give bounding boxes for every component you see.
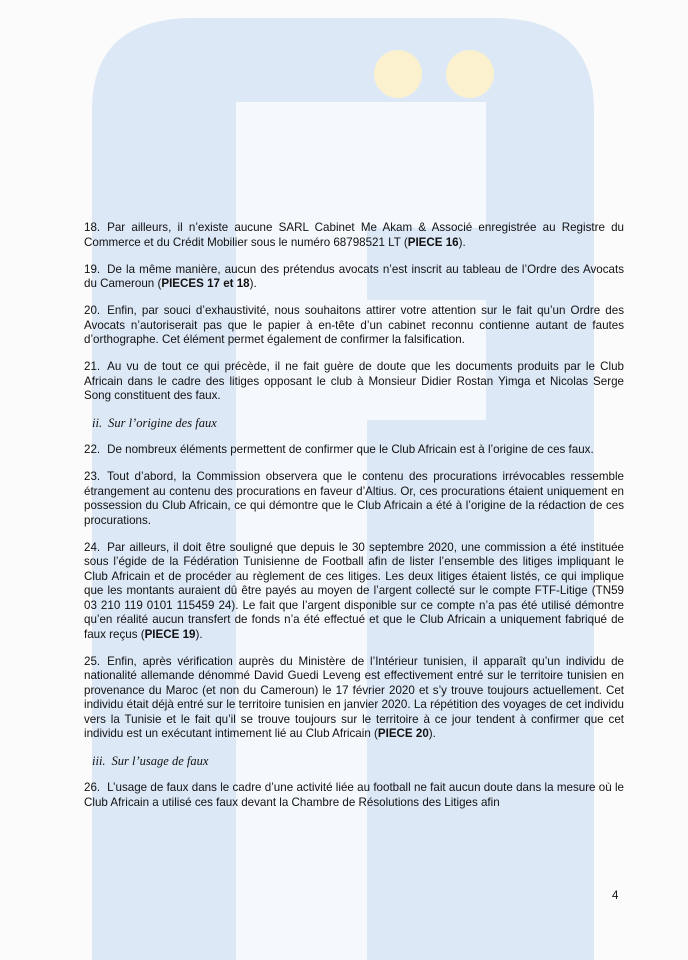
paragraph-20 [84, 304, 624, 348]
section-heading-text: Sur l’origine des faux [108, 416, 217, 430]
paragraph-number: 18. [84, 221, 101, 234]
paragraph-text: ). [195, 627, 203, 641]
exhibit-reference: PIECE 16 [407, 235, 459, 249]
paragraph-text: Par ailleurs, il n’existe aucune SARL Cabinet Me Akam & Associé enregistrée au Registre du Commerce et du Crédit Mobilier sous le numéro 68798521 LT ( [84, 221, 624, 249]
watermark-circle-right [446, 50, 494, 98]
paragraph-number: 19. [84, 262, 101, 276]
paragraph-number: 22. [84, 443, 101, 456]
watermark-circle-left [374, 50, 422, 98]
section-heading [84, 416, 624, 431]
exhibit-reference: PIECES 17 et 18 [161, 277, 250, 290]
paragraph-text: Enfin, après vérification auprès du Ministère de l’Intérieur tunisien, il apparaît qu’un individu de nationalité allemande dénommé David Guedi Leveng est effectivement entré sur le territoire tunisien en provenance du Maroc (et non du Cameroun) le 17 février 2020 et s’y trouve toujours actuellement. Cet individu était déjà entré sur le territoire tunisien en janvier 2020. La répétition des voyages de cet individu vers la Tunisie et le fait qu’il se trouve toujours sur le territoire à ce jour tendent à confirmer que cet individu est un exécutant intimement lié au Club Africain ( [84, 654, 624, 740]
paragraph-22 [84, 443, 624, 458]
document-body [84, 221, 624, 823]
paragraph-18 [84, 221, 624, 250]
paragraph-26 [84, 781, 624, 810]
paragraph-number: 24. [84, 540, 101, 554]
paragraph-number: 23. [84, 470, 101, 483]
paragraph-text: ). [458, 235, 466, 249]
paragraph-19 [84, 263, 624, 292]
paragraph-number: 20. [84, 304, 101, 317]
page-number: 4 [612, 890, 619, 902]
paragraph-text: De nombreux éléments permettent de confirmer que le Club Africain est à l’origine de ces faux. [107, 443, 594, 456]
paragraph-25 [84, 655, 624, 742]
paragraph-number: 21. [84, 360, 101, 373]
exhibit-reference: PIECE 20 [377, 727, 429, 740]
paragraph-text: Au vu de tout ce qui précède, il ne fait guère de doute que les documents produits par le Club Africain dans le cadre des litiges opposant le club à Monsieur Didier Rostan Yimga et Nicolas Serge Song constituent des faux. [84, 360, 624, 402]
paragraph-text: Par ailleurs, il doit être souligné que depuis le 30 septembre 2020, une commission a été instituée sous l’égide de la Fédération Tunisienne de Football afin de lister l’ensemble des litiges impliquant le Club Africain et de procéder au règlement de ces litiges. Les deux litiges étaient listés, ce qui implique que les montants auraient dû être payés au moyen de l’argent collecté sur le compte FTF-Litige (TN59 03 210 119 0101 115459 24). Le fait que l’argent disponible sur ce compte n’a pas été utilisé démontre qu’en réalité aucun transfert de fonds n’a été effectué et que le Club Africain a uniquement fabriqué de faux reçus ( [84, 540, 624, 641]
paragraph-text: ). [428, 727, 436, 740]
paragraph-number: 26. [84, 781, 101, 794]
paragraph-text: Tout d’abord, la Commission observera que le contenu des procurations irrévocables ressemble étrangement au contenu des procurations en faveur d’Altius. Or, ces procurations étaient uniquement en possession du Club Africain, ce qui démontre que le Club Africain a été à l’origine de la rédaction de ces procurations. [84, 470, 624, 527]
paragraph-23 [84, 470, 624, 528]
paragraph-text: De la même manière, aucun des prétendus avocats n’est inscrit au tableau de l’Ordre des Avocats du Cameroun ( [84, 262, 624, 290]
section-heading-number: iii. [92, 754, 106, 768]
paragraph-text: Enfin, par souci d’exhaustivité, nous souhaitons attirer votre attention sur le fait qu’un Ordre des Avocats n’autoriserait pas que le papier à en-tête d’un cabinet reconnu contienne autant de fautes d’orthographe. Cet élément permet également de confirmer la falsification. [84, 304, 624, 346]
paragraph-24 [84, 541, 624, 643]
paragraph-text: ). [249, 277, 257, 290]
section-heading [84, 754, 624, 769]
section-heading-number: ii. [92, 416, 103, 430]
paragraph-text: L’usage de faux dans le cadre d’une activité liée au football ne fait aucun doute dans la mesure où le Club Africain a utilisé ces faux devant la Chambre de Résolutions des Litiges afin [84, 781, 624, 809]
paragraph-number: 25. [84, 654, 101, 668]
exhibit-reference: PIECE 19 [144, 627, 196, 641]
paragraph-21 [84, 360, 624, 404]
section-heading-text: Sur l’usage de faux [111, 754, 209, 768]
